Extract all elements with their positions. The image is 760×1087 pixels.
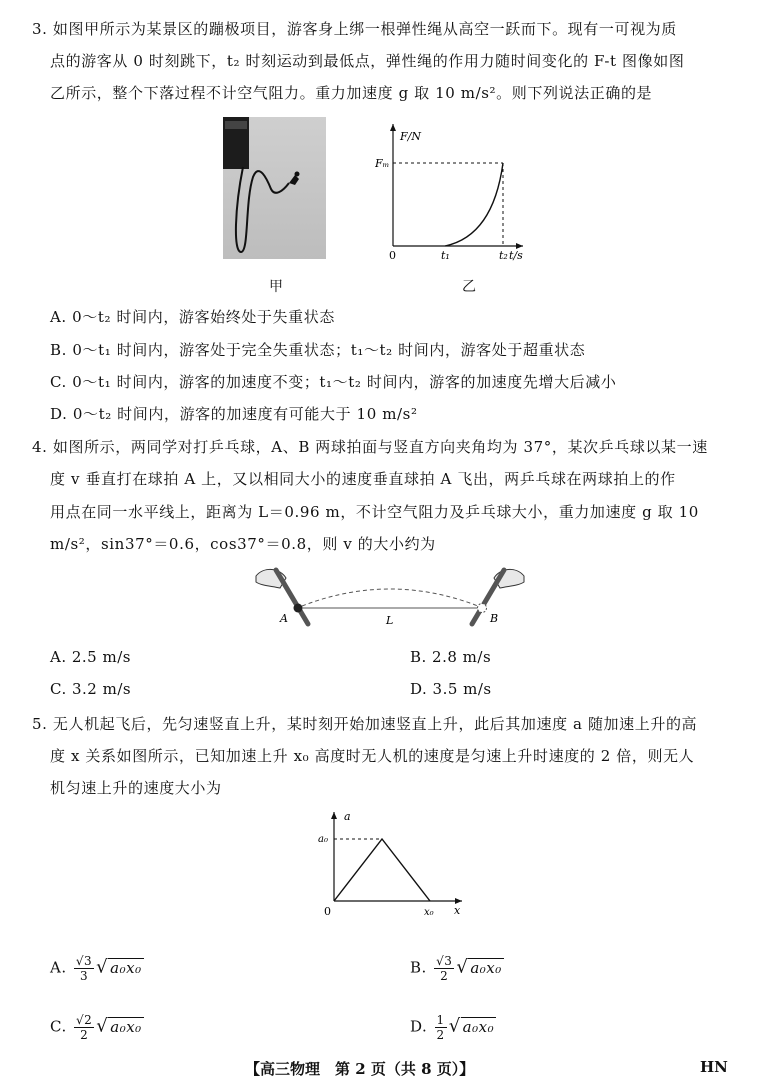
q4-option-a: A. 2.5 m/s: [50, 648, 131, 666]
f-axis-label: F/N: [400, 130, 421, 143]
q5-option-a-letter: A.: [50, 958, 67, 977]
q5-option-a-den: 3: [79, 969, 89, 983]
origin-label: 0: [389, 249, 396, 262]
a-axis-arrow: [331, 812, 337, 819]
x-axis-label: x: [454, 904, 461, 917]
trajectory: [302, 589, 478, 606]
q4-option-b: B. 2.8 m/s: [410, 648, 492, 666]
t-axis-label: t/s: [509, 249, 523, 262]
q3-option-d: D. 0～t₂ 时间内，游客的加速度有可能大于 10 m/s²: [50, 405, 418, 423]
q5-option-b-den: 2: [440, 969, 449, 983]
graph-caption: 乙: [462, 279, 476, 295]
q5-option-c-rad: a₀x₀: [110, 1017, 142, 1036]
q5-option-a-rad: a₀x₀: [110, 958, 142, 977]
force-curve: [445, 163, 503, 246]
origin-label-q5: 0: [324, 905, 331, 918]
q3-text-line2: 点的游客从 0 时刻跳下，t₂ 时刻运动到最低点，弹性绳的作用力随时间变化的 F-t 图像如图: [50, 52, 685, 70]
q5-option-c-den: 2: [80, 1028, 89, 1042]
q5-option-a-num: √3: [75, 954, 93, 968]
triangle-curve: [334, 839, 430, 901]
label-l: L: [386, 614, 394, 627]
q4-option-d: D. 3.5 m/s: [410, 680, 492, 698]
q4-text-line4: m/s²，sin37°＝0.6，cos37°＝0.8，则 v 的大小约为: [50, 535, 436, 553]
q4-option-c: C. 3.2 m/s: [50, 680, 132, 698]
fm-label: Fₘ: [375, 157, 390, 170]
bungee-photo: [223, 117, 326, 259]
page-footer-code: HN: [700, 1058, 728, 1076]
q4-text-line1: 4. 如图所示，两同学对打乒乓球，A、B 两球拍面与竖直方向夹角均为 37°，某次乒乓球以某一速: [32, 438, 708, 456]
t1-label: t₁: [441, 249, 450, 262]
q5-option-a: A. $\frac{√3}{3}$ √ a₀x₀: [50, 954, 142, 983]
q3-option-c: C. 0～t₁ 时间内，游客的加速度不变；t₁～t₂ 时间内，游客的加速度先增大后减小: [50, 373, 617, 391]
q5-option-b-rad: a₀x₀: [470, 958, 502, 977]
q5-text-line3: 机匀速上升的速度大小为: [50, 779, 222, 797]
q5-text-line2: 度 x 关系如图所示，已知加速上升 x₀ 高度时无人机的速度是匀速上升时速度的 2 倍，则无人: [50, 747, 695, 765]
label-b: B: [490, 612, 499, 625]
q5-option-b-num: √3: [436, 954, 453, 968]
q4-text-line3: 用点在同一水平线上，距离为 L＝0.96 m，不计空气阻力及乒乓球大小，重力加速度 g 取 10: [50, 503, 699, 521]
q4-text-line2: 度 v 垂直打在球拍 A 上，又以相同大小的速度垂直球拍 A 飞出，两乒乓球在两球拍上的作: [50, 470, 676, 488]
q5-option-b: B. $\frac{√3}{2}$ √ a₀x₀: [410, 954, 502, 983]
q5-option-d: D. $\frac{1}{2}$ √ a₀x₀: [410, 1013, 495, 1042]
q5-option-d-den: 2: [436, 1028, 445, 1042]
x0-label: x₀: [424, 907, 434, 918]
q5-text-line1: 5. 无人机起飞后，先匀速竖直上升，某时刻开始加速竖直上升，此后其加速度 a 随加速上升的高: [32, 715, 698, 733]
ball-at-a: [294, 604, 303, 613]
q3-text-line1: 3. 如图甲所示为某景区的蹦极项目，游客身上绑一根弹性绳从高空一跃而下。现有一可视为质: [32, 20, 677, 38]
q5-option-c: C. $\frac{√2}{2}$ √ a₀x₀: [50, 1013, 142, 1042]
t2-label: t₂: [499, 249, 508, 262]
q3-option-b: B. 0～t₁ 时间内，游客处于完全失重状态；t₁～t₂ 时间内，游客处于超重状态: [50, 341, 586, 359]
f-axis-arrow: [390, 124, 396, 131]
label-a: A: [280, 612, 288, 625]
q5-option-d-num: 1: [436, 1013, 445, 1027]
ping-pong-figure: [250, 562, 530, 634]
q5-option-d-rad: a₀x₀: [462, 1017, 495, 1036]
f-t-graph: [375, 118, 530, 263]
photo-caption: 甲: [269, 279, 283, 295]
ball-at-b: [478, 604, 487, 613]
a-x-graph: [318, 806, 468, 926]
q3-text-line3: 乙所示，整个下落过程不计空气阻力。重力加速度 g 取 10 m/s²。则下列说法正确的是: [50, 84, 653, 102]
paddle-b: [472, 570, 504, 624]
q5-option-c-letter: C.: [50, 1017, 67, 1036]
bungee-illustration: [223, 117, 326, 259]
page-footer-title: 【高三物理 第 2 页（共 8 页）】: [245, 1060, 475, 1078]
q5-option-b-letter: B.: [410, 958, 427, 977]
q3-option-a: A. 0～t₂ 时间内，游客始终处于失重状态: [50, 308, 335, 326]
a0-label: a₀: [318, 834, 328, 845]
a-axis-label: a: [344, 810, 351, 823]
q5-option-d-letter: D.: [410, 1017, 428, 1036]
q5-option-c-num: √2: [76, 1013, 93, 1027]
